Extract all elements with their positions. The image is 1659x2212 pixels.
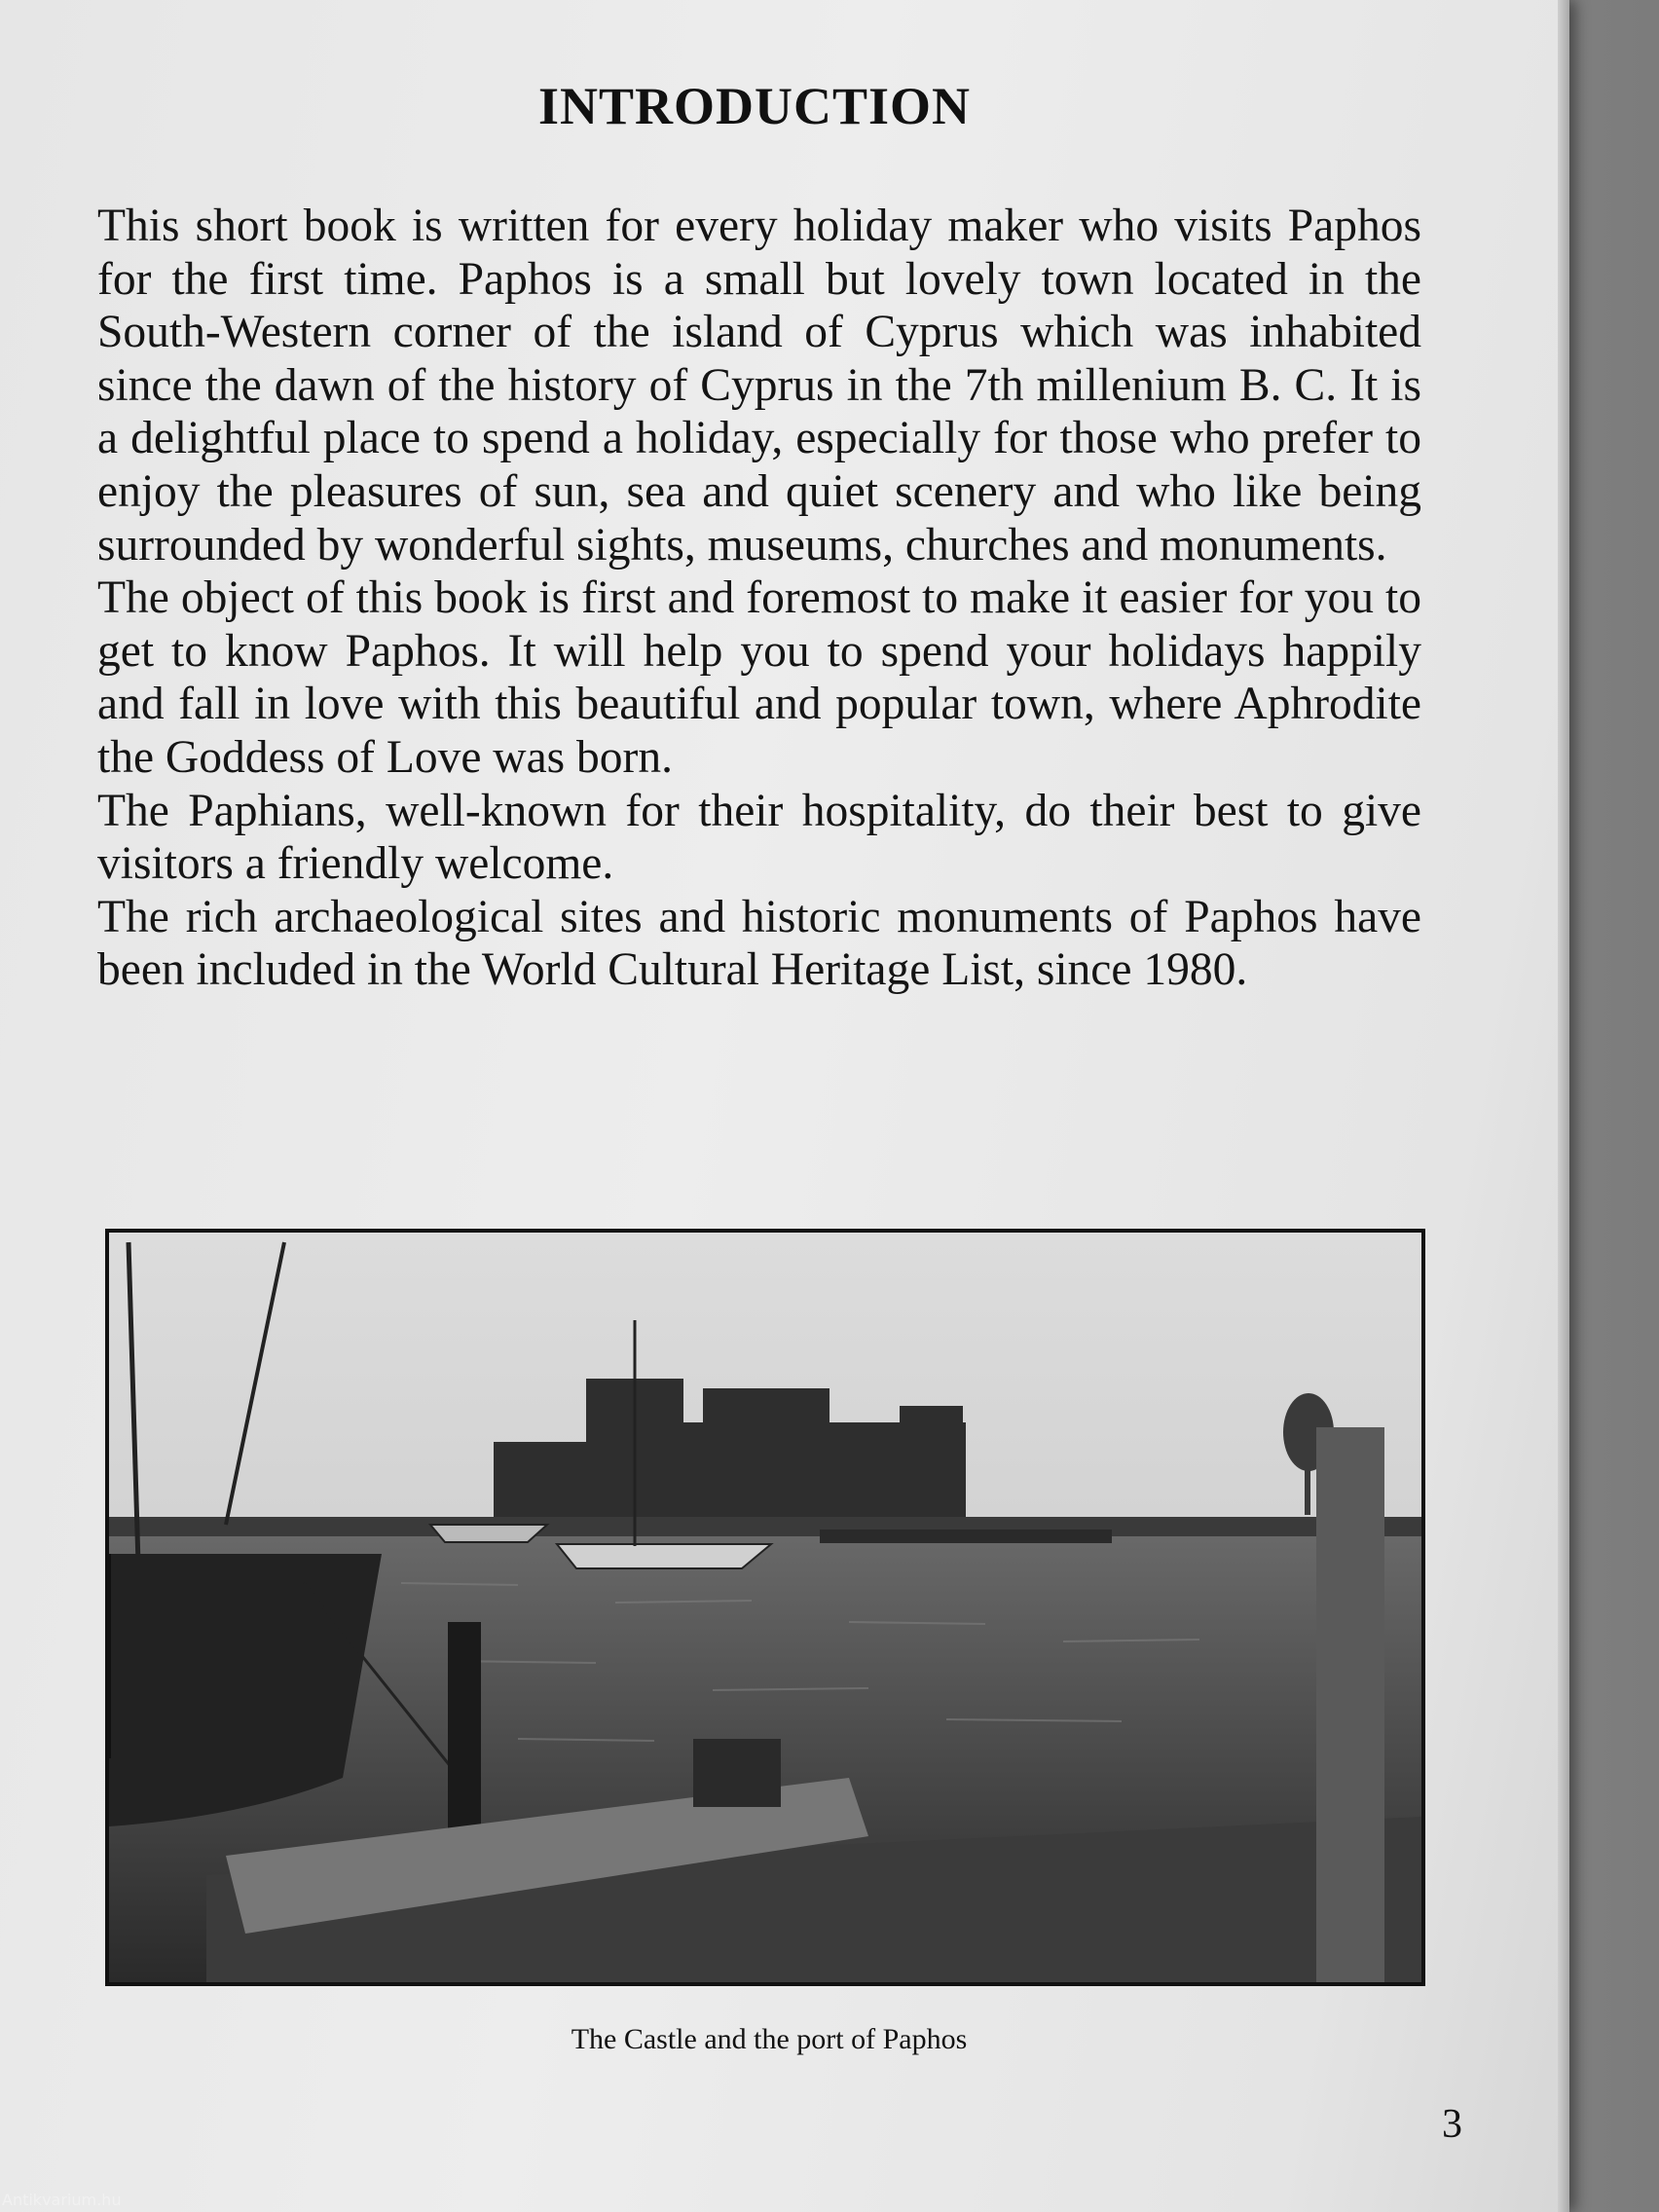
paragraph-4: The rich archaeological sites and historic monuments of Paphos have been included in the World Cultural Heritage List, since 1980. — [97, 891, 1421, 996]
far-shore — [109, 1517, 1421, 1536]
introduction-text — [97, 200, 1421, 997]
paragraph-2: The object of this book is first and foremost to make it easier for you to get to know Paphos. It will help you to spend your holidays happily and fall in love with this beautiful and popular town, where Aphrodite the Goddess of Love was born. — [97, 572, 1421, 783]
harbour-illustration — [109, 1233, 1421, 1982]
antikvarium-watermark: Antikvarium.hu — [2, 2191, 122, 2209]
photo-caption: The Castle and the port of Paphos — [571, 2023, 968, 2055]
castle-port-photo — [105, 1229, 1425, 1986]
page-title: INTRODUCTION — [537, 77, 972, 135]
paragraph-1: This short book is written for every holiday maker who visits Paphos for the first time. Paphos is a small but lovely town located in the South-Western corner of the island of Cyprus which was inhabited since the dawn of the history of Cyprus in the 7th millenium B. C. It is a delightful place to spend a holiday, especially for those who prefer to enjoy the pleasures of sun, sea and quiet scenery and who like being surrounded by wonderful sights, museums, churches and monuments. — [97, 201, 1421, 571]
page-number: 3 — [1442, 2102, 1462, 2147]
paragraph-3: The Paphians, well-known for their hospitality, do their best to give visitors a friendly welcome. — [97, 785, 1421, 890]
page-edge — [1558, 0, 1569, 2212]
